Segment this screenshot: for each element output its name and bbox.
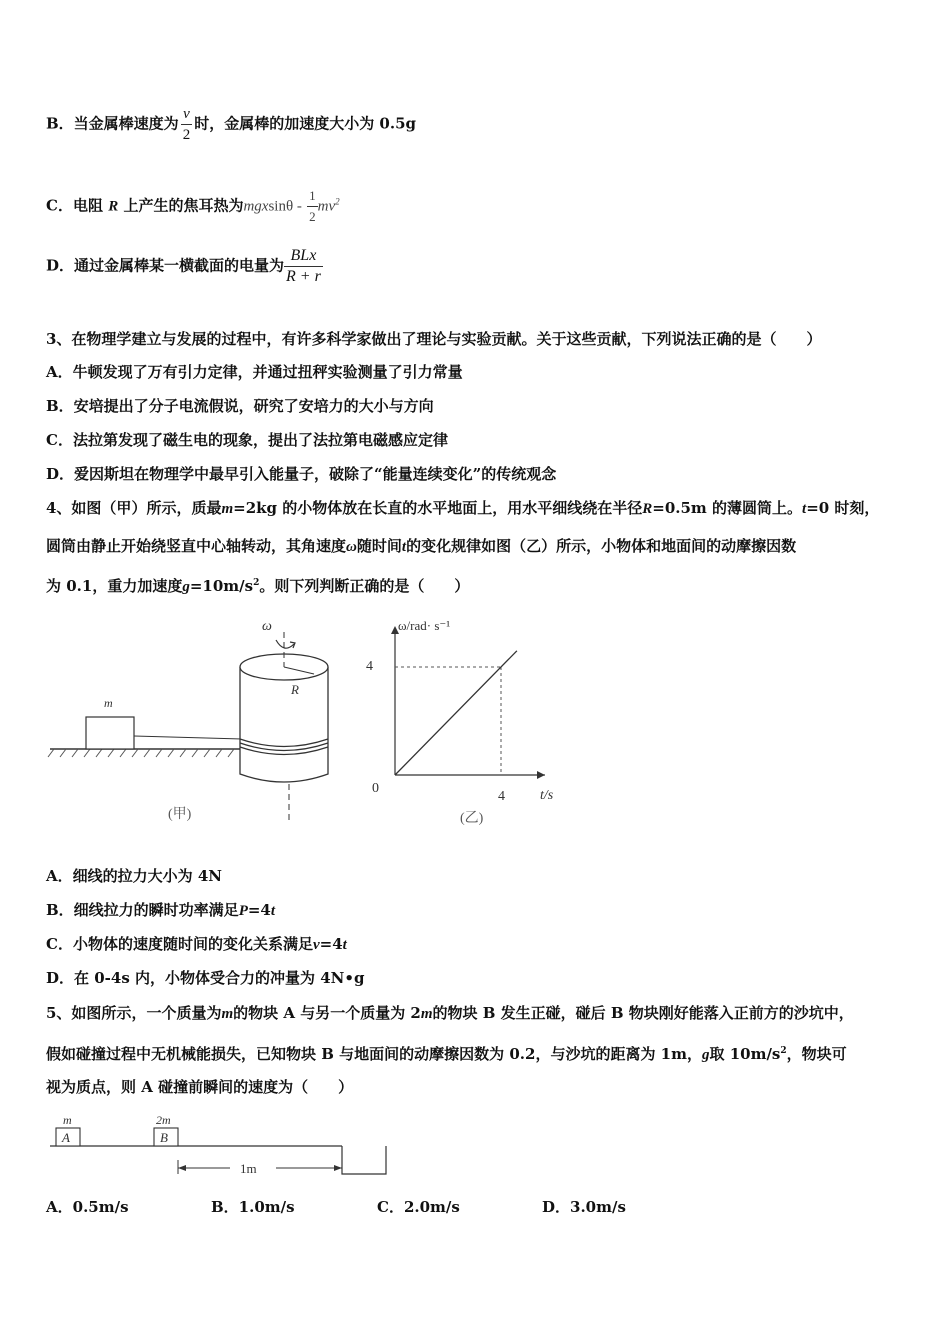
q5-option-a[interactable]: A．0.5m/s xyxy=(46,1198,129,1216)
q4-option-b[interactable]: B．细线拉力的瞬时功率满足P=4t xyxy=(46,901,276,919)
cylinder-body xyxy=(240,667,328,782)
arrow-right-icon xyxy=(334,1165,342,1171)
q4-stem-line2: 圆筒由静止开始绕竖直中心轴转动，其角速度ω随时间t的变化规律如图（乙）所示，小物体和地面间的动摩擦因数 xyxy=(46,537,797,555)
q5-stem-line2: 假如碰撞过程中无机械能损失，已知物块 B 与地面间的动摩擦因数为 0.2，与沙坑的距离为 1m，g取 $10m/s^2$，物块可 xyxy=(46,1045,847,1063)
series-line xyxy=(395,651,517,775)
caption-yi: (乙) xyxy=(460,811,484,826)
svg-text:B: B xyxy=(160,1130,168,1145)
x-axis-arrow-icon xyxy=(537,771,545,779)
q4-figure-jia xyxy=(40,612,360,832)
q5-option-c[interactable]: C．2.0m/s xyxy=(377,1198,460,1216)
label-omega: ω xyxy=(262,619,272,634)
q4-stem-line1: 4、如图（甲）所示，质最m=2kg 的小物体放在长直的水平地面上，用水平细线绕在半径R=0.5m 的薄圆筒上。t=0 时刻， xyxy=(46,499,880,517)
string xyxy=(134,736,242,739)
q4-option-a[interactable]: A．细线的拉力大小为 4N xyxy=(46,867,223,885)
label-mass-b: 2m xyxy=(156,1113,171,1127)
fraction: $\frac{v}{2}$ xyxy=(182,106,191,143)
rotation-arrow-icon xyxy=(276,640,294,648)
y-tick-4: 4 xyxy=(366,659,373,674)
fraction: $\frac{\text{BLx}}{R + r}$ xyxy=(286,247,321,285)
svg-text:A: A xyxy=(62,1130,70,1145)
q2-option-b[interactable]: B．当金属棒速度为 $\frac{v}{2}$ 时，金属棒的加速度大小为 0.5g xyxy=(46,106,416,143)
x-axis-label: t/s xyxy=(540,788,554,803)
q3-option-d[interactable]: D．爱因斯坦在物理学中最早引入能量子，破除了“能量连续变化”的传统观念 xyxy=(46,465,557,483)
q5-option-b[interactable]: B．1.0m/s xyxy=(211,1198,295,1216)
label-R: R xyxy=(291,682,299,697)
q2-option-c[interactable]: C．电阻 R 上产生的焦耳热为mgxsinθ - $\frac{1}{2}$ $mv^2$ xyxy=(46,186,340,227)
q3-option-c[interactable]: C．法拉第发现了磁生电的现象，提出了法拉第电磁感应定律 xyxy=(46,431,448,449)
fraction: $\frac{1}{2}$ xyxy=(309,188,316,224)
q5-stem-line3: 视为质点，则 A 碰撞前瞬间的速度为（ ） xyxy=(46,1078,354,1096)
label-m: m xyxy=(104,696,113,710)
caption-jia: (甲) xyxy=(168,807,192,822)
q3-stem: 3、在物理学建立与发展的过程中，有许多科学家做出了理论与实验贡献。关于这些贡献，下列说法正确的是（ ） xyxy=(46,330,822,348)
q3-option-a[interactable]: A．牛顿发现了万有引力定律，并通过扭秤实验测量了引力常量 xyxy=(46,363,463,381)
q5-option-d[interactable]: D．3.0m/s xyxy=(542,1198,626,1216)
q4-stem-line3: 为 0.1，重力加速度$g=10m/s^2$。则下列判断正确的是（ ） xyxy=(46,577,470,595)
ground-hatching xyxy=(48,749,246,757)
x-tick-4: 4 xyxy=(498,789,505,804)
origin-label: 0 xyxy=(372,781,379,796)
arrow-left-icon xyxy=(178,1165,186,1171)
q4-option-d[interactable]: D．在 0-4s 内，小物体受合力的冲量为 4N•g xyxy=(46,969,365,987)
q2-option-d[interactable]: D．通过金属棒某一横截面的电量为 $\frac{\text{BLx}}{R + r}$ xyxy=(46,247,321,285)
q5-stem-line1: 5、如图所示，一个质量为m的物块 A 与另一个质量为 2m的物块 B 发生正碰，碰后 B 物块刚好能落入正前方的沙坑中， xyxy=(46,1004,854,1022)
q4-option-c[interactable]: C．小物体的速度随时间的变化关系满足v=4t xyxy=(46,935,347,953)
block-m xyxy=(86,717,134,749)
sand-pit xyxy=(342,1146,386,1174)
q4-figure-yi-chart xyxy=(360,612,570,832)
q3-option-b[interactable]: B．安培提出了分子电流假说，研究了安培力的大小与方向 xyxy=(46,397,434,415)
q5-figure xyxy=(40,1108,400,1184)
label-mass-a: m xyxy=(63,1113,72,1127)
y-axis-label: ω/rad· s⁻¹ xyxy=(398,618,451,633)
distance-label: 1m xyxy=(240,1161,257,1176)
